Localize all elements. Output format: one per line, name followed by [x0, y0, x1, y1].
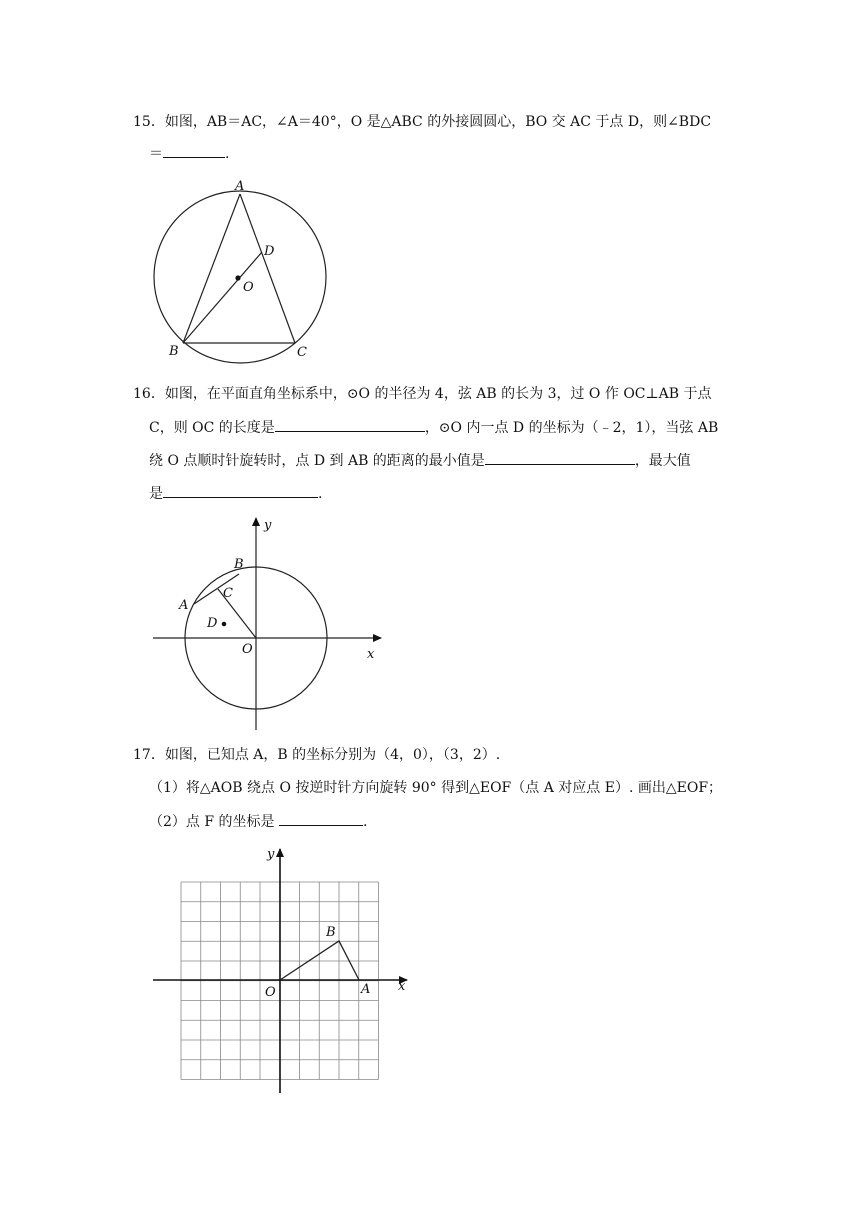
q17-label-a: A — [361, 982, 371, 997]
q17-text-line2 — [149, 778, 722, 798]
q16-label-o: O — [242, 642, 253, 657]
q16-label-a: A — [179, 598, 189, 613]
q16-line3-part2: ，最大值 — [634, 453, 691, 469]
q16-label-x: x — [367, 647, 375, 662]
q16-figure — [145, 512, 395, 732]
q16-text-line3 — [149, 450, 691, 471]
q16-line2-part1: C，则 OC 的长度是 — [149, 420, 275, 436]
q15-label-a: A — [235, 179, 245, 194]
q16-line4-part2: . — [318, 486, 323, 502]
q17-label-x: x — [398, 979, 406, 994]
q16-label-y: y — [264, 518, 272, 533]
q15-label-d: D — [264, 244, 275, 259]
q16-label-d: D — [207, 616, 218, 631]
q15-text-line2 — [149, 143, 229, 164]
q16-text-line4 — [149, 483, 322, 504]
q15-center-point — [235, 275, 240, 280]
q16-line2-part2: ，⊙O 内一点 D 的坐标为（﹣2，1），当弦 AB — [424, 420, 719, 436]
q16-line4-part1: 是 — [149, 486, 163, 502]
q16-text-line1 — [133, 384, 712, 404]
q17-label-b: B — [326, 925, 336, 940]
q15-segment-bd — [183, 252, 262, 343]
q16-answer-blank-max[interactable] — [163, 483, 318, 498]
q16-answer-blank-oc[interactable] — [275, 417, 425, 432]
q15-text-line1 — [133, 112, 711, 132]
q17-label-o: O — [265, 985, 276, 1000]
q16-text-line2 — [149, 417, 718, 438]
q17-figure — [145, 843, 420, 1098]
q17-stem: 17．如图，已知点 A，B 的坐标分别为（4，0），（3，2）. — [133, 747, 501, 763]
q16-label-b: B — [234, 557, 244, 572]
q17-part1: （1）将△AOB 绕点 O 按逆时针方向旋转 90° 得到△EOF（点 A 对应点 E）. 画出△EOF； — [149, 780, 723, 796]
q15-stem: 15．如图，AB＝AC，∠A＝40°，O 是△ABC 的外接圆圆心，BO 交 AC 于点 D，则∠BDC — [133, 114, 712, 130]
q15-equals: ＝ — [149, 146, 163, 162]
q17-text-line3 — [149, 811, 367, 832]
q15-period: . — [225, 146, 230, 162]
q15-label-o: O — [243, 280, 254, 295]
q15-side-ab — [183, 194, 240, 343]
q17-text-line1 — [133, 745, 500, 765]
q16-point-d — [222, 622, 227, 627]
q16-stem: 16．如图，在平面直角坐标系中，⊙O 的半径为 4，弦 AB 的长为 3，过 O 作 OC⊥AB 于点 — [133, 386, 712, 402]
q16-label-c: C — [223, 586, 233, 601]
q15-answer-blank[interactable] — [163, 143, 225, 158]
q16-line3-part1: 绕 O 点顺时针旋转时，点 D 到 AB 的距离的最小值是 — [149, 453, 485, 469]
q17-part2-text: （2）点 F 的坐标是 — [149, 814, 275, 830]
q17-part2-period: . — [362, 814, 368, 830]
q15-label-b: B — [169, 344, 179, 359]
q15-label-c: C — [297, 345, 307, 360]
q17-label-y: y — [267, 847, 275, 862]
q16-answer-blank-min[interactable] — [485, 450, 635, 465]
q15-figure — [145, 175, 345, 365]
q17-answer-blank-f[interactable] — [279, 811, 363, 826]
